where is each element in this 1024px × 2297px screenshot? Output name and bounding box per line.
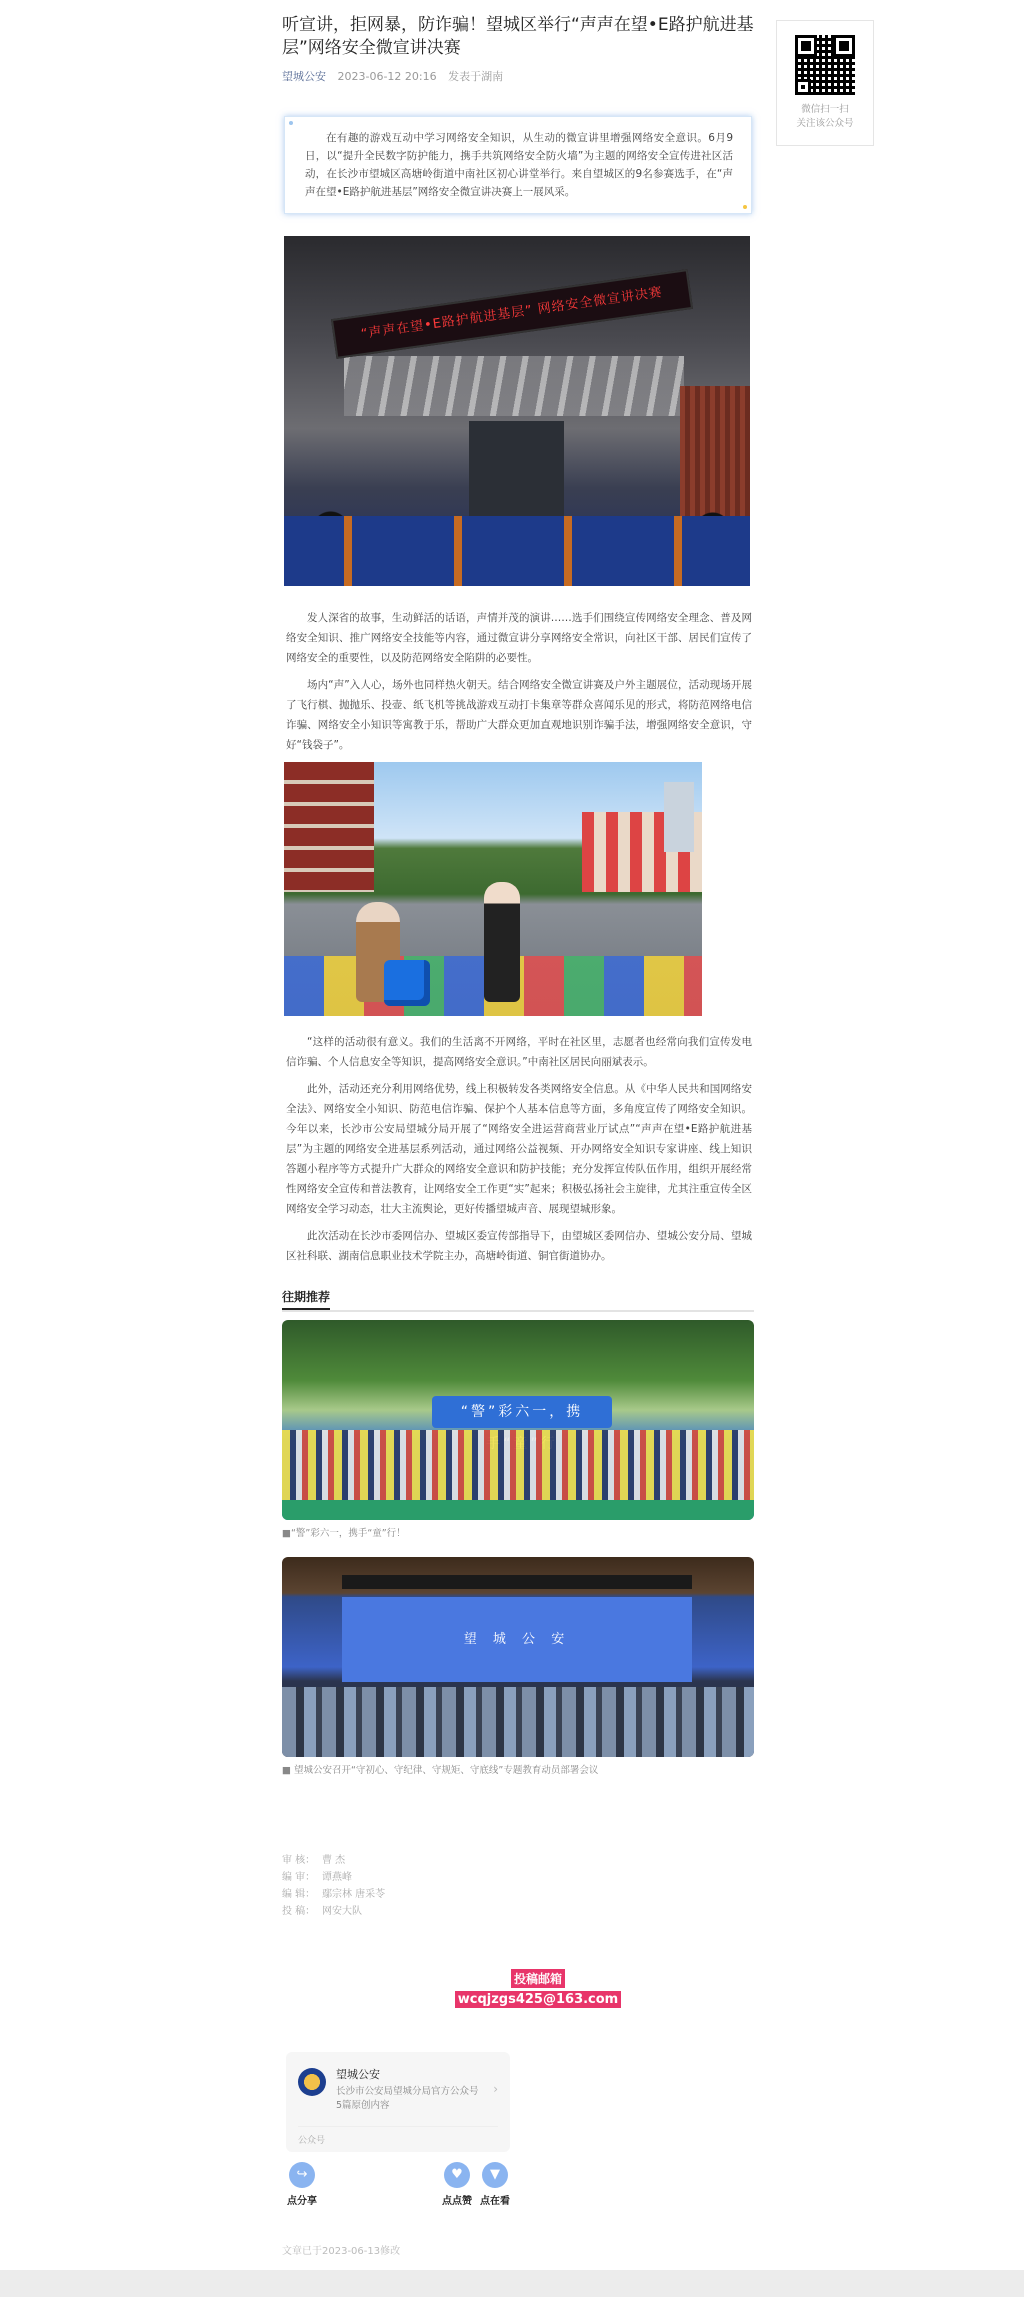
recommend-caption[interactable]: ■“警”彩六一，携手“童”行！ [282, 1528, 406, 1539]
article-meta [282, 68, 754, 84]
credit-line [282, 1886, 754, 1903]
paragraph: 发人深省的故事，生动鲜活的话语，声情并茂的演讲……选手们围绕宣传网络安全理念、普及网络安全知识、推广网络安全技能等内容，通过微宣讲分享网络安全常识，向社区干部、居民们宣传了网络安全的重要性，以及防范网络安全陷阱的必要性。 [286, 612, 752, 664]
recommend-thumbnail[interactable] [282, 1557, 754, 1757]
court-floor [282, 1500, 754, 1520]
recommend-title: 往期推荐 [282, 1290, 330, 1310]
share-icon: ↪ [289, 2162, 315, 2188]
banner-text: “声声在望•E路护航进基层” 网络安全微宣讲决赛 [360, 284, 664, 343]
intro-box [284, 116, 752, 214]
eye-icon: ▼ [482, 2162, 508, 2188]
ceiling-lights [344, 356, 684, 416]
credit-value: 鄢宗林 唐采苓 [322, 1889, 386, 1900]
event-sign [432, 1396, 612, 1428]
paragraph: 此次活动在长沙市委网信办、望城区委宣传部指导下，由望城区委网信办、望城公安分局、望城区社科联、湖南信息职业技术学院主办，高塘岭街道、铜官街道协办。 [286, 1230, 752, 1262]
credit-key: 投 稿： [282, 1906, 316, 1917]
screen-text: 望 城 公 安 [463, 1632, 571, 1647]
meeting-audience [282, 1687, 754, 1757]
original-count: 5篇原创内容 [336, 2100, 390, 2111]
credit-line [282, 1869, 754, 1886]
paragraph: 此外，活动还充分利用网络优势，线上积极转发各类网络安全信息。从《中华人民共和国网络安全法》、网络安全小知识、防范电信诈骗、保护个人基本信息等方面，多角度宣传了网络安全知识。今年以来，长沙市公安局望城分局开展了“网络安全进运营商营业厅试点”“声声在望•E路护航进基层”为主题的网络安全进基层系列活动，通过网络公益视频、开办网络安全知识专家讲座、线上知识答题小程序等方式提升广大群众的网络安全意识和防护技能；充分发挥宣传队伍作用，组织开展经常性网络安全宣传和普法教育，让网络安全工作更“实”起来；积极弘扬社会主旋律，尤其注重宣传全区网络安全学习动态，壮大主流舆论，更好传播望城声音、展现望城形象。 [286, 1083, 752, 1215]
sign-text: “警”彩六一，携 [460, 1404, 584, 1420]
like-label: 点点赞 [442, 2196, 472, 2207]
credit-key: 审 核： [282, 1855, 316, 1866]
article-body [282, 608, 754, 1266]
like-button[interactable] [437, 2162, 477, 2207]
paragraph: “这样的活动很有意义。我们的生活离不开网络，平时在社区里，志愿者也经常向我们宣传发电信诈骗、个人信息安全等知识，提高网络安全意识。”中南社区居民向丽斌表示。 [286, 1036, 752, 1068]
edited-note: 文章已于2023-06-13修改 [282, 2246, 401, 2257]
credit-line [282, 1903, 754, 1920]
account-description: 长沙市公安局望城分局官方公众号 [336, 2086, 479, 2097]
view-label: 点在看 [480, 2196, 510, 2207]
recommend-caption[interactable]: ■ 望城公安召开“守初心、守纪律、守规矩、守底线”专题教育动员部署会议 [282, 1765, 599, 1776]
corner-dot [289, 121, 293, 125]
credit-key: 编 辑： [282, 1889, 316, 1900]
recommend-heading [282, 1286, 754, 1312]
credit-line [282, 1852, 754, 1869]
led-banner [331, 269, 693, 359]
author-link[interactable]: 望城公安 [282, 70, 326, 83]
share-label: 点分享 [287, 2196, 317, 2207]
recommend-item[interactable] [282, 1557, 754, 1776]
tower-building [664, 782, 694, 852]
heart-icon: ♥ [444, 2162, 470, 2188]
red-building [284, 762, 374, 892]
police-badge-avatar [298, 2068, 326, 2096]
meeting-screen [342, 1597, 692, 1682]
qr-caption-2: 关注该公众号 [796, 118, 854, 129]
account-type: 公众号 [298, 2126, 498, 2146]
credits-block [282, 1852, 754, 1920]
recommend-item[interactable] [282, 1320, 754, 1539]
recommend-thumbnail[interactable] [282, 1320, 754, 1520]
outdoor-game-photo[interactable] [284, 762, 702, 1016]
view-button[interactable] [475, 2162, 515, 2207]
event-hall-photo[interactable] [284, 236, 750, 586]
auditorium-seats [284, 516, 750, 586]
publish-location: 发表于湖南 [448, 70, 504, 83]
paragraph: 场内“声”入人心，场外也同样热火朝天。结合网络安全微宣讲赛及户外主题展位，活动现场开展了飞行棋、抛抛乐、投壶、纸飞机等挑战游戏互动打卡集章等群众喜闻乐见的形式，将防范网络电信诈骗、网络安全小知识等寓教于乐，帮助广大群众更加直观地识别诈骗手法，增强网络安全意识，守好“钱袋子”。 [286, 679, 752, 751]
bottom-bar [0, 2270, 1024, 2297]
contribute-label: 投稿邮箱 [511, 1969, 565, 1988]
qr-code-icon [793, 33, 857, 97]
action-bar [282, 2162, 754, 2212]
credit-key: 编 审： [282, 1872, 316, 1883]
corner-dot [743, 205, 747, 209]
article [282, 14, 754, 2257]
account-name: 望城公安 [336, 2068, 380, 2081]
intro-text: 在有趣的游戏互动中学习网络安全知识，从生动的微宣讲里增强网络安全意识。6月9日，以“提升全民数字防护能力，携手共筑网络安全防火墙”为主题的网络安全宣传进社区活动，在长沙市望城区高塘岭街道中南社区初心讲堂举行。来自望城区的9名参赛选手，在“声声在望•E路护航进基层”网络安全微宣讲决赛上一展风采。 [305, 132, 733, 198]
contribute-email: wcqjzgs425@163.com [455, 1991, 621, 2008]
chevron-right-icon: › [493, 2082, 498, 2096]
publish-time: 2023-06-12 20:16 [337, 70, 437, 83]
qr-sidebar [776, 20, 874, 146]
person-figure [484, 882, 520, 1002]
crowd-group [282, 1430, 754, 1500]
article-title: 听宣讲，拒网暴，防诈骗！望城区举行“声声在望•E路护航进基层”网络安全微宣讲决赛 [282, 15, 754, 58]
giant-dice [384, 960, 430, 1006]
credit-value: 网安大队 [322, 1906, 362, 1917]
contribute-block [322, 1968, 754, 2008]
credit-value: 谭燕峰 [322, 1872, 352, 1883]
share-button[interactable] [282, 2162, 322, 2207]
meeting-banner [342, 1575, 692, 1589]
account-profile-card[interactable] [286, 2052, 510, 2152]
credit-value: 曹 杰 [322, 1855, 346, 1866]
qr-caption-1: 微信扫一扫 [801, 104, 849, 115]
